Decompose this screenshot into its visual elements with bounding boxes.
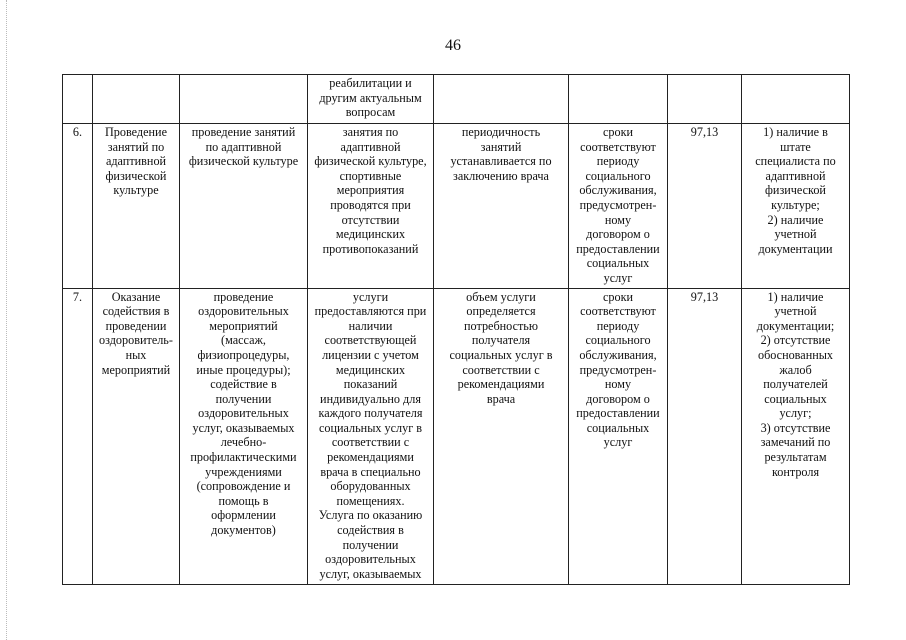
row-number-cell: 6. [63, 124, 93, 289]
page-edge-guide [6, 0, 7, 640]
service-content-cell: проведение занятий по адаптивной физической культуре [180, 124, 308, 289]
row-number-cell: 7. [63, 288, 93, 584]
services-table [62, 74, 850, 585]
service-volume-cell: периодичность занятий устанавливается по заключению врача [434, 124, 569, 289]
service-cost-cell: 97,13 [668, 124, 742, 289]
table-row [63, 288, 850, 584]
table-row [63, 75, 850, 124]
service-name-cell [93, 75, 180, 124]
service-name-cell: Оказание содействия в проведении оздоровитель- ных мероприятий [93, 288, 180, 584]
page-number: 46 [445, 37, 461, 54]
service-terms-cell: сроки соответствуют периоду социального обслуживания, предусмотрен- ному договором о предоставлении социальных услуг [569, 124, 668, 289]
quality-indicators-cell [742, 75, 850, 124]
service-content-cell [180, 75, 308, 124]
row-number-cell [63, 75, 93, 124]
service-cost-cell: 97,13 [668, 288, 742, 584]
service-content-cell: проведение оздоровительных мероприятий (массаж, физиопроцедуры, иные процедуры); содействие в получении оздоровительных услуг, оказываемых лечебно- профилактическими учреждениями (сопровождение и помощь в оформлении документов) [180, 288, 308, 584]
service-cost-cell [668, 75, 742, 124]
service-conditions-cell: занятия по адаптивной физической культуре, спортивные мероприятия проводятся при отсутствии медицинских противопоказаний [308, 124, 434, 289]
service-conditions-cell: реабилитации и другим актуальным вопросам [308, 75, 434, 124]
service-conditions-cell: услуги предоставляются при наличии соответствующей лицензии с учетом медицинских показаний индивидуально для каждого получателя социальных услуг в соответствии с рекомендациями врача в специально оборудованных помещениях. Услуга по оказанию содействия в получении оздоровительных услуг, оказываемых [308, 288, 434, 584]
service-volume-cell [434, 75, 569, 124]
quality-indicators-cell: 1) наличие учетной документации; 2) отсутствие обоснованных жалоб получателей социальных услуг; 3) отсутствие замечаний по результатам контроля [742, 288, 850, 584]
service-terms-cell [569, 75, 668, 124]
service-terms-cell: сроки соответствуют периоду социального обслуживания, предусмотрен- ному договором о предоставлении социальных услуг [569, 288, 668, 584]
table-row [63, 124, 850, 289]
quality-indicators-cell: 1) наличие в штате специалиста по адаптивной физической культуре; 2) наличие учетной документации [742, 124, 850, 289]
service-volume-cell: объем услуги определяется потребностью получателя социальных услуг в соответствии с рекомендациями врача [434, 288, 569, 584]
service-name-cell: Проведение занятий по адаптивной физической культуре [93, 124, 180, 289]
